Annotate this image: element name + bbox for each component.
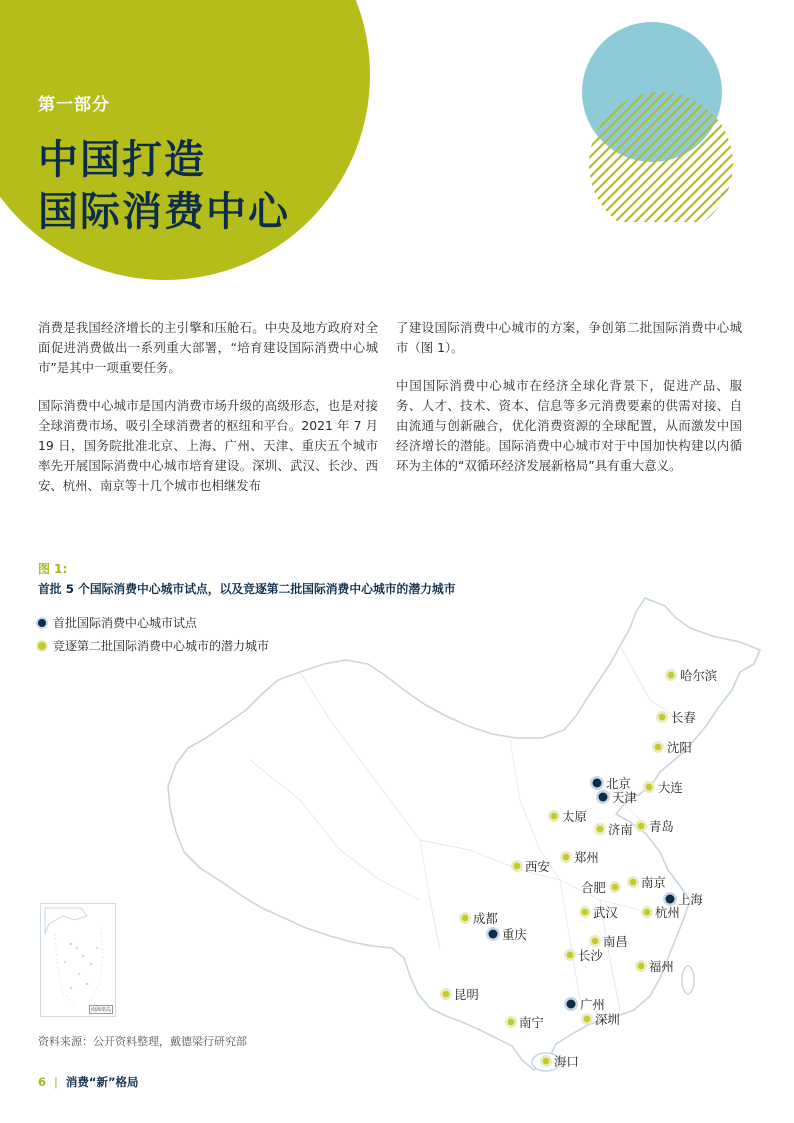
legend-label: 竞逐第二批国际消费中心城市的潜力城市 — [53, 639, 270, 653]
figure-source: 资料来源：公开资料整理，戴德梁行研究部 — [38, 1035, 247, 1048]
legend-potential — [38, 637, 269, 654]
city-label: 深圳 — [595, 1012, 620, 1027]
city-fuzhou — [635, 959, 674, 974]
city-hangzhou — [641, 905, 680, 920]
city-nanning — [505, 1015, 544, 1030]
city-qingdao — [635, 819, 674, 834]
legend-marker-icon — [38, 642, 46, 650]
city-label: 北京 — [606, 776, 631, 791]
city-label: 福州 — [649, 959, 674, 974]
section-label: 第一部分 — [38, 95, 110, 115]
city-label: 长沙 — [578, 948, 603, 963]
city-label: 南京 — [641, 875, 666, 890]
city-changchun — [656, 710, 696, 725]
city-kunming — [440, 987, 479, 1002]
city-shenyang — [652, 740, 692, 755]
page-number: 6 — [38, 1075, 47, 1089]
city-label: 西安 — [525, 859, 550, 874]
city-label: 哈尔滨 — [680, 668, 718, 683]
city-hefei — [581, 880, 621, 895]
page-footer — [38, 1074, 139, 1090]
city-shenzhen — [581, 1012, 620, 1027]
city-zhengzhou — [560, 850, 599, 865]
footer-separator: | — [54, 1075, 58, 1089]
south-china-sea-inset — [40, 903, 116, 1017]
figure-title: 首批 5 个国际消费中心城市试点，以及竞逐第二批国际消费中心城市的潜力城市 — [38, 582, 456, 596]
city-label: 广州 — [580, 997, 605, 1012]
paragraph: 中国国际消费中心城市在经济全球化背景下，促进产品、服务、人才、技术、资本、信息等多元消费要素的供需对接、自由流通与创新融合，优化消费资源的全球配置，从而激发中国经济增长的潜能。国际消费中心城市对于中国加快构建以内循环为主体的“双循环经济发展新格局”具有重大意义。 — [396, 378, 742, 473]
city-taiyuan — [548, 809, 587, 824]
city-nanjing — [627, 875, 666, 890]
city-label: 海口 — [554, 1054, 579, 1069]
city-label: 沈阳 — [667, 740, 692, 755]
paragraph: 消费是我国经济增长的主引擎和压舱石。中央及地方政府对全面促进消费做出一系列重大部署，“培育建设国际消费中心城市”是其中一项重要任务。 — [38, 320, 378, 375]
city-label: 天津 — [612, 790, 637, 805]
page-title-line1: 中国打造 — [38, 137, 206, 183]
legend-first-batch — [38, 614, 197, 631]
city-haikou — [540, 1054, 579, 1069]
city-label: 昆明 — [454, 987, 479, 1002]
city-label: 重庆 — [502, 927, 527, 942]
city-label: 南昌 — [603, 934, 628, 949]
inset-label: 南海诸岛 — [90, 1007, 111, 1013]
legend-label: 首批国际消费中心城市试点 — [53, 616, 198, 630]
legend-marker-icon — [38, 619, 46, 627]
city-chengdu — [459, 911, 498, 926]
city-label: 合肥 — [581, 880, 606, 895]
paragraph: 国际消费中心城市是国内消费市场升级的高级形态，也是对接全球消费市场、吸引全球消费者的枢纽和平台。2021 年 7 月 19 日，国务院批准北京、上海、广州、天津、重庆五个城市率先开展国际消费中心城市培育建设。深圳、武汉、长沙、西安、杭州、南京等十几个城市也相继发布 — [38, 398, 378, 493]
taiwan-island — [682, 966, 694, 994]
city-nanchang — [589, 934, 628, 949]
city-label: 武汉 — [593, 905, 618, 920]
city-label: 南宁 — [519, 1015, 544, 1030]
city-jinan — [594, 822, 633, 837]
city-tianjin — [596, 790, 637, 805]
city-label: 成都 — [473, 911, 498, 926]
city-wuhan — [579, 905, 618, 920]
figure-label: 图 1: — [38, 562, 68, 576]
city-label: 上海 — [678, 892, 703, 907]
city-label: 杭州 — [655, 905, 680, 920]
city-label: 郑州 — [574, 850, 599, 865]
city-label: 济南 — [608, 822, 633, 837]
city-changsha — [564, 948, 603, 963]
city-dalian — [643, 780, 683, 795]
paragraph: 了建设国际消费中心城市的方案，争创第二批国际消费中心城市（图 1）。 — [396, 320, 742, 355]
city-beijing — [590, 776, 631, 791]
footer-title: 消费“新”格局 — [65, 1075, 139, 1089]
page-title-line2: 国际消费中心 — [38, 189, 290, 235]
city-xian — [511, 859, 550, 874]
city-label: 青岛 — [649, 819, 674, 834]
city-label: 太原 — [562, 809, 587, 824]
city-label: 大连 — [658, 780, 683, 795]
city-guangzhou — [564, 997, 605, 1012]
inset-map-icon — [41, 904, 115, 1016]
city-label: 长春 — [671, 710, 696, 725]
city-chongqing — [486, 927, 527, 942]
